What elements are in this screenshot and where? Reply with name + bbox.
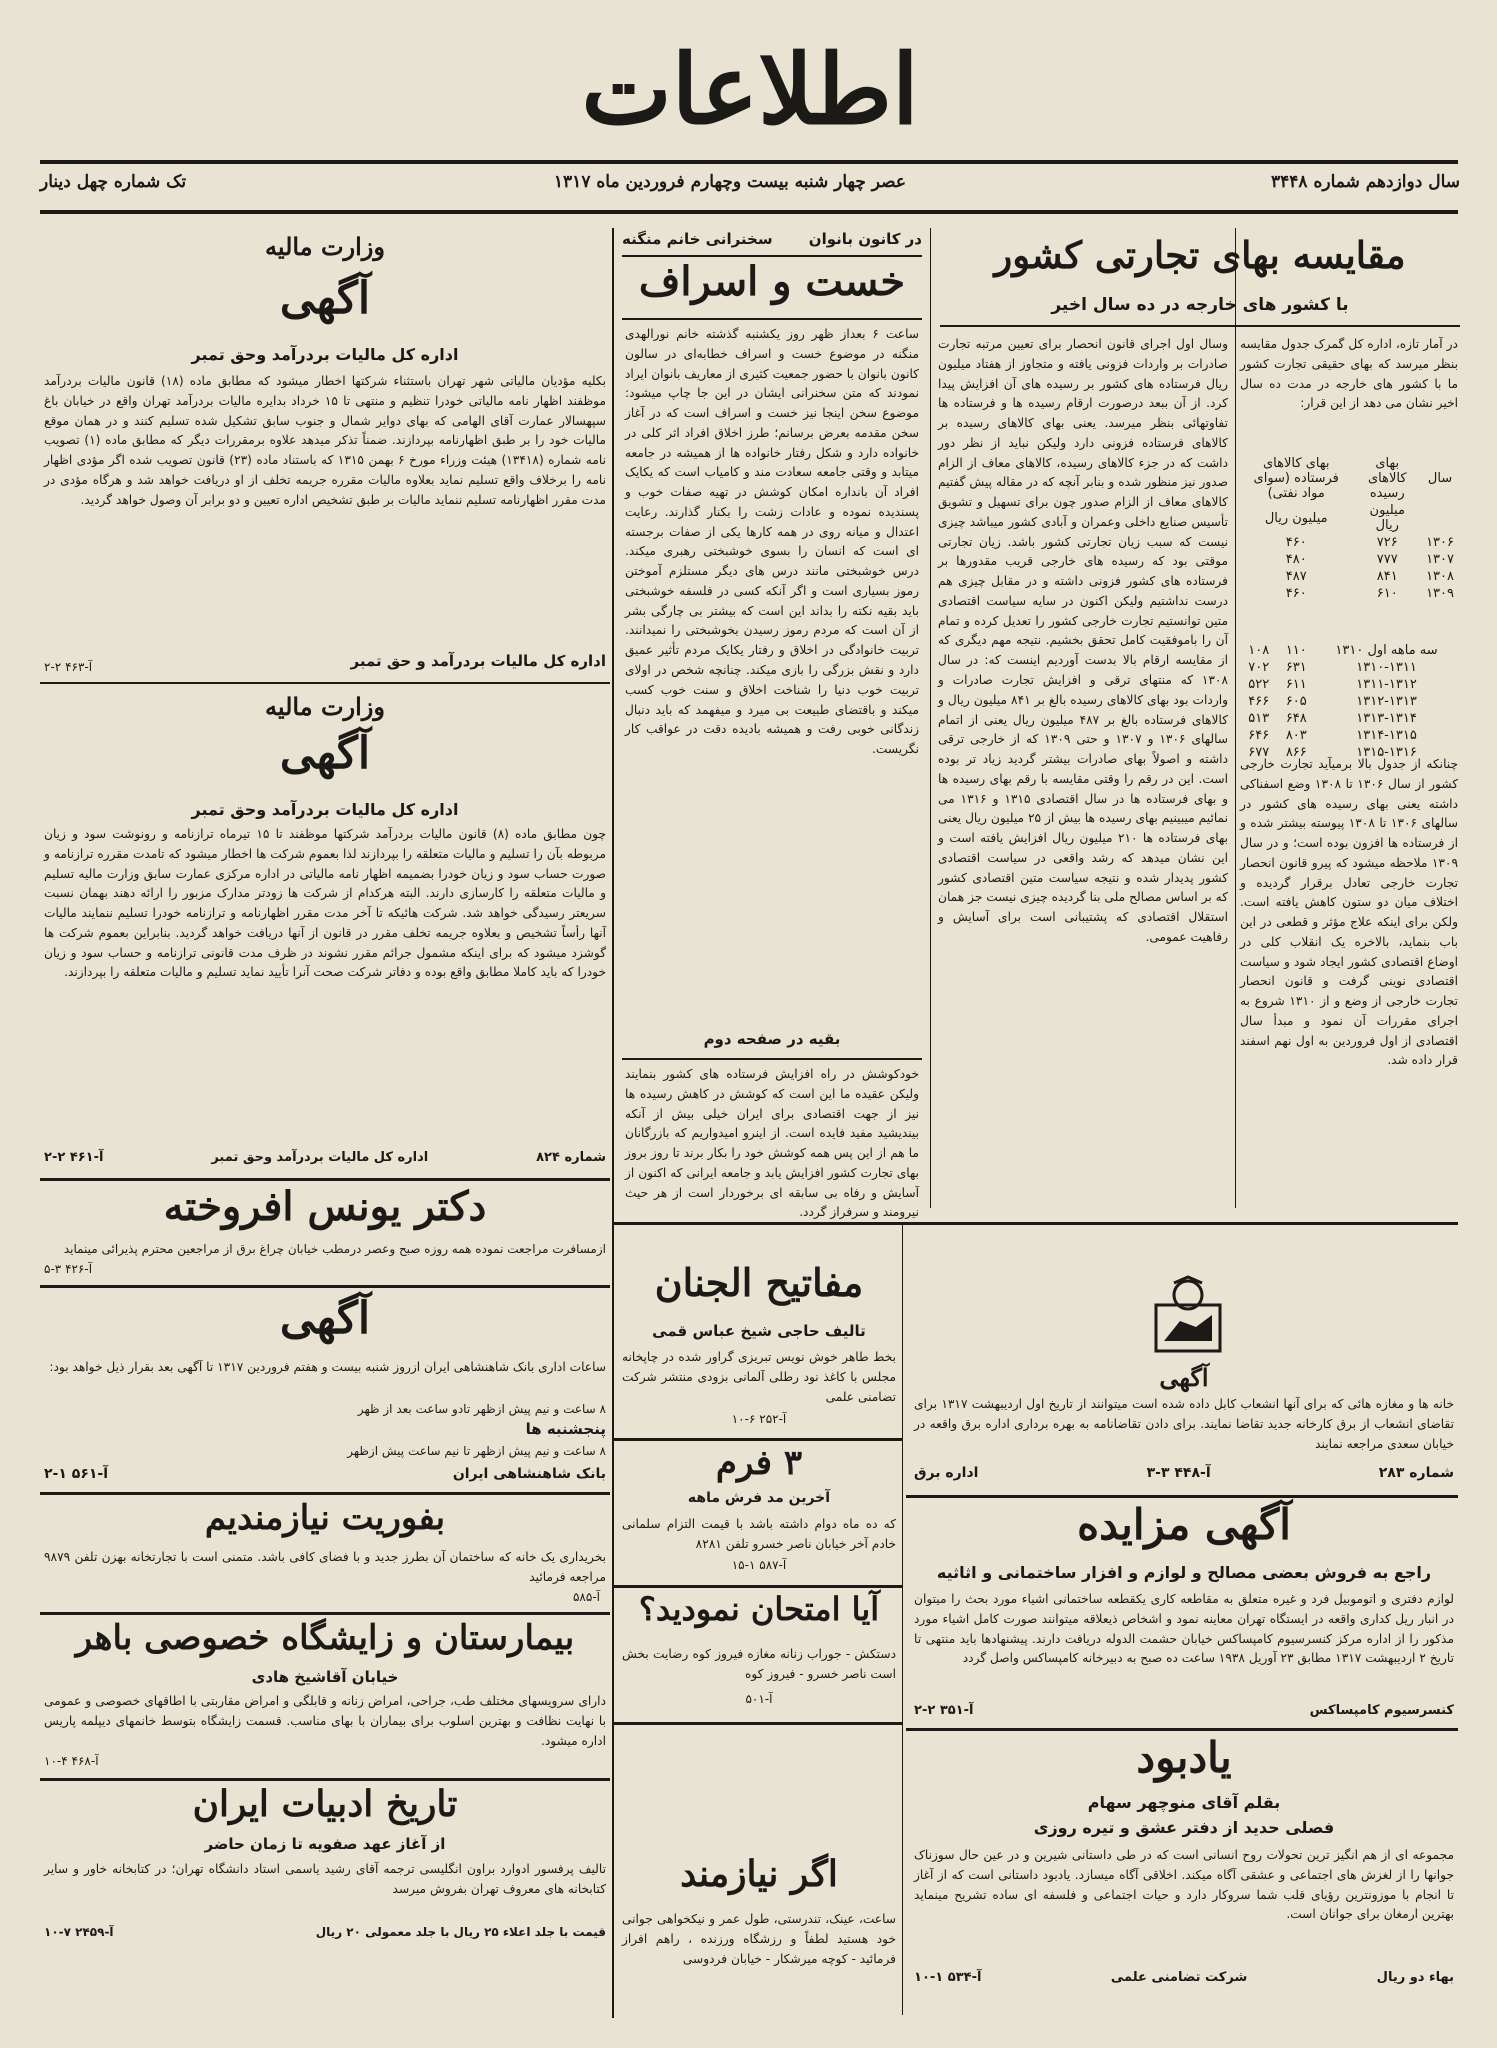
bank-hours: ۸ ساعت و نیم پیش ازظهر تادو ساعت بعد از ظهر <box>357 1402 606 1416</box>
table-unit-row <box>1240 502 1458 534</box>
doctor-body: ازمسافرت مراجعت نموده همه روزه صبح وعصر درمطب خیابان چراغ برق از مراجعین محترم پذیرائی مینماید <box>63 1242 606 1256</box>
memoir-body: مجموعه ای از هم انگیز ترین تحولات روح انسانی است که در طی داستانی شیرین و در عین حال سوزناک جوانها را از لغزش های اجتماعی و عشقی آگاه میکند. اخلاقی آگاه میسازد. یادبود داستانی است که از آغاز تا انجام با موزونترین رؤیای قلب شما سروکار دارد و حیات اجتماعی و فلسفه ای ساده تشریح مینماید بهترین ارمغان برای جوانان است. <box>914 1848 1454 1922</box>
ad-divider <box>40 1285 610 1288</box>
table-cell: سه ماهه اول ۱۳۱۰ <box>1335 643 1438 658</box>
table-cell: ۱۳۰۸ <box>1426 569 1454 584</box>
table-cell: ۶۳۱ <box>1285 660 1307 675</box>
ad-divider <box>906 1728 1458 1731</box>
table-row <box>1240 642 1458 659</box>
lion-and-sun-emblem-icon <box>1150 1275 1226 1357</box>
women-rule <box>622 1058 922 1060</box>
ad-divider <box>614 1438 902 1441</box>
table-cell: ۸۰۳ <box>1285 728 1307 743</box>
ad-divider <box>614 1722 902 1725</box>
table-cell: ۱۰۸ <box>1248 643 1270 658</box>
table-cell: ۶۱۱ <box>1285 677 1307 692</box>
column-divider <box>902 1225 903 2015</box>
section-rule <box>614 1222 1458 1225</box>
needy-title: اگر نیازمند <box>680 1853 838 1895</box>
trade-headline: مقایسه بهای تجارتی کشور <box>994 233 1406 277</box>
table-cell: ۴۸۷ <box>1285 569 1307 584</box>
table-cell: ۴۶۰ <box>1285 535 1307 550</box>
finance1-subtitle: اداره کل مالیات بردرآمد وحق تمبر <box>191 345 459 364</box>
literature-body: تالیف پرفسور ادوارد براون انگلیسی ترجمه آقای رشید یاسمی استاد دانشگاه تهران؛ در کتابخانه خاور و سایر کتابخانه های معروف تهران بفروش میرسد <box>44 1862 606 1896</box>
newspaper-masthead: اطلاعات <box>581 33 919 146</box>
table-cell <box>1422 502 1458 534</box>
table-cell: ۴۶۰ <box>1285 586 1307 601</box>
ad-divider <box>40 1492 610 1495</box>
table-cell: میلیون ریال <box>1264 510 1328 526</box>
electric-ref-a: شماره ۲۸۳ <box>1378 1465 1454 1481</box>
bank-thursdays: پنجشنبه ها <box>525 1420 606 1438</box>
table-cell: ۶۱۰ <box>1376 586 1398 601</box>
ad-divider <box>614 1585 902 1588</box>
bank-body: ساعات اداری بانک شاهنشاهی ایران ازروز شنبه بیست و هفتم فروردین ۱۳۱۷ تا آگهی بعد بقرار ذیل خواهد بود: <box>49 1360 606 1374</box>
column-divider <box>930 228 931 1208</box>
table-cell: میلیون ریال <box>1369 503 1405 533</box>
exam-title: آیا امتحان نمودید؟ <box>638 1590 880 1628</box>
table-row <box>1240 551 1458 568</box>
dateline-rule <box>40 210 1458 214</box>
finance2-body: چون مطابق ماده (۸) قانون مالیات بردرآمد شرکتها موظفند تا ۱۵ تیرماه ترازنامه و رونوشت سود و زیان مربوطه بآن را تسلیم و مالیات متعلقه را بپردازند لذا بعموم شرکت ها اخطار میشود که تامدت مقرره ترازنامه و صورت حساب سود و زیان خودرا بضمیمه اظهار نامه مالیاتی در اداره مرکزی عمارت سابق وزارت مالیه تسلیم و مالیات متعلقه را کارسازی دارند. البته هرکدام از شرکت ها زودتر مدارک مزبور را ارائه دهند بهمان نسبت سریعتر رسیدگی خواهد شد. شرکت هائیکه تا آخر مدت مقرر اظهارنامه و ترازنامه خودرا تسلیم ننمایند مالیات آنها رأساً تشخیص و بعلاوه جریمه تخلف مقرر در قانون از آنها دریافت خواهد گردید. بنابراین بعموم شرکت ها گوشزد میشود که برای اینکه مشمول جرائم مقرر نشوند در ظرف مدت قانونی ترازنامه و حساب سود و زیان خودرا که باید کاملا مطابق واقع بوده و دفاتر شرکت صحت آنرا تأیید نماید تسلیم و مالیات متعلقه را بپردازند. <box>44 827 606 980</box>
table-cell: ۵۱۳ <box>1248 711 1270 726</box>
auction-signature: کنسرسیوم کامپساکس <box>1309 1703 1454 1718</box>
literature-footer-row <box>44 1925 606 1939</box>
table-cell: ۱۳۰۷ <box>1426 552 1454 567</box>
finance1-ref: آ-۴۶۳ ۲-۲ <box>44 660 93 674</box>
carpet-title: ۳ فرم <box>715 1443 803 1483</box>
literature-subtitle: از آغاز عهد صفویه تا زمان حاضر <box>204 1835 446 1853</box>
trade-intro: در آمار تازه، اداره کل گمرک جدول مقایسه بنظر میرسد که بهای حقیقی تجارت کشور ما با کشور های خارجه در مدت ده سال اخیر نشان می دهد از این قرار: <box>1240 337 1458 411</box>
bank-footer-row <box>44 1466 606 1482</box>
auction-subtitle: راجع به فروش بعضی مصالح و لوازم و افزار ساختمانی و اثاثیه <box>936 1563 1432 1582</box>
table-cell: ۴۸۰ <box>1285 552 1307 567</box>
urgent-ref: آ-۵۸۵ <box>572 1590 600 1604</box>
finance2-ministry: وزارت مالیه <box>265 692 385 721</box>
trade-body-left: وسال اول اجرای قانون انحصار برای تعیین مرتبه تجارت صادرات بر واردات فزونی یافته و متجاوز از هفتاد میلیون ریال فرستاده های کشور بر رسیده های آن افزایش پیدا کرد. از آن ببعد درصورت ارقام رسیده ها و فرستاده ها تفاوتهائی بنظر میرسد. یعنی بهای کالاهای رسیده بر کالاهای فرستاده فزونی دارد ولیکن نباید از نظر دور داشت که در جزء کالاهای رسیده، کالاهای معاف از الزام صدور نیز منظور شده و بنابر آنچه که در مقاله پیش گفتیم کالاهای معاف از الزام صدور چون برای تسهیل و تشویق تأسیس صنایع داخلی وعمران و آبادی کشور میباشد چیزی نیست که سبب زیان تجارتی کشور باشد. زیان تجارتی موقتی بود که رسیده های خارجی قریب مقدورها بر فرستاده های کشور فزونی داشته و در مقابل چیزی هم درست نداشتیم ولیکن اکنون در سایه سیاست اقتصادی متین توانستیم تجارت خارجی کشور را تعدیل کرده و تمام آن را باموفقیت کامل تحقق بخشیم. نتیجه مهم دیگری که از مقایسه ارقام بالا بدست آوردیم اینست که: در سال ۱۳۰۸ که منتهای ترقی و افزایش تجارت صادرات و واردات بود بهای کالاهای رسیده بالغ بر ۸۴۱ میلیون ریال و کالاهای فرستاده بالغ بر ۴۸۷ میلیون ریال یعنی از اتمام سالهای ۱۳۰۶ و ۱۳۰۷ و حتی ۱۳۰۹ که از خارجی ترقی داشته و اصولاً بهای صادرات بیشتر گردید زیاد تر بوده است. این در رقم را وقتی مقایسه با رقم بهای رسیده ها و بهای فرستاده ها در سال اقتصادی ۱۳۱۵ و ۱۳۱۶ می نمائیم میبینیم بهای رسیده ها بیش از ۲۵ میلیون ریال یعنی بهای فرستاده ها ۲۱۰ میلیون ریال افزایش یافته است و این نشان میدهد که رشد واقعی در سیاست اقتصادی کشور پدیدار شده و نتیجه سیاست متین اقتصادی کشور که بر اساس مصالح ملی بنا گردیده چیزی نیست جز همان استقلال اقتصادی که پشتیبانی است برای آسایش و رفاهیت عمومی. <box>938 337 1229 944</box>
carpet-body: که ده ماه دوام داشته باشد با قیمت التزام سلمانی خادم آخر خیابان ناصر خسرو تلفن ۸۲۸۱ <box>622 1517 896 1551</box>
women-kicker-b: سخنرانی خانم منگنه <box>622 230 773 248</box>
women-kicker <box>622 230 922 248</box>
exam-ref: آ-۵۰۱ <box>745 1692 773 1706</box>
memoir-signature: شرکت تضامنی علمی <box>1110 1970 1248 1985</box>
table-header-cell: بهای کالاهای رسیده <box>1367 456 1407 501</box>
auction-title: آگهی مزایده <box>1077 1500 1291 1549</box>
women-rule <box>622 318 922 320</box>
table-cell: ۶۴۸ <box>1285 711 1307 726</box>
ad-divider <box>40 1612 610 1615</box>
finance2-ref-b: آ-۴۶۱ ۲-۲ <box>44 1150 104 1165</box>
table-row <box>1240 534 1458 551</box>
table-row <box>1240 710 1458 727</box>
finance1-ministry: وزارت مالیه <box>265 232 385 261</box>
women-body-2: خودکوشش در راه افزایش فرستاده های کشور بنمایند ولیکن عقیده ما این است که کوشش در کاهش رسیده ها نیز از جهت اقتصادی برای ایران خیلی بیش از آنکه بیندیشید مفید فایده است. از اینرو امیدواریم که بازرگانان ما هم از این پس همه کوشش خود را بکار برند تا روز بروز بهای تجارت کشور افزایش یابد و جامعه ایرانی که اکنون از آسایش و رفاه بی سابقه ای برخوردار است از هر حیث نیرومند و سرفراز گردد. <box>625 1067 919 1220</box>
mafatih-body: بخط طاهر خوش نویس تبریزی گراور شده در چاپخانه مجلس با کاغذ نود رطلی آلمانی بزودی منتشر شرکت تضامنی علمی <box>622 1350 896 1404</box>
table-cell: ۶۴۶ <box>1248 728 1270 743</box>
table-cell: ۸۴۱ <box>1376 569 1398 584</box>
finance1-footer: اداره کل مالیات بردرآمد و حق تمبر <box>350 652 606 670</box>
finance2-footer-row <box>44 1150 606 1165</box>
table-row <box>1240 727 1458 744</box>
table-header-cell: سال <box>1427 471 1453 486</box>
issue-number: سال دوازدهم شماره ۳۴۴۸ <box>1271 172 1460 192</box>
auction-ref: آ-۳۵۱ ۲-۲ <box>914 1703 974 1718</box>
table-cell: ۱۳۱۴-۱۳۱۵ <box>1356 728 1417 743</box>
table-cell: ۵۲۲ <box>1248 677 1270 692</box>
memoir-author: بقلم آقای منوچهر سهام <box>1087 1793 1281 1812</box>
column-divider <box>1235 228 1236 1208</box>
bank-hours-thursday: ۸ ساعت و نیم پیش ازظهر تا نیم ساعت پیش ازظهر <box>347 1444 606 1458</box>
continued-note: بقیه در صفحه دوم <box>703 1030 841 1048</box>
ad-divider <box>906 1495 1458 1498</box>
table-row <box>1240 693 1458 710</box>
trade-table <box>1240 455 1458 761</box>
table-cell: ۱۳۱۲-۱۳۱۳ <box>1356 694 1417 709</box>
needy-body: ساعت، عینک، تندرستی، طول عمر و نیکخواهی جوانی خود هستید لطفاً و رزشگاه ورزنده ، راهم افراز فرمائید - کوچه میرشکار - خیابان فردوسی <box>622 1912 896 1966</box>
mafatih-author: تالیف حاجی شیخ عباس قمی <box>652 1322 866 1340</box>
table-cell: ۶۷۷ <box>1248 745 1270 760</box>
table-cell: ۶۰۵ <box>1285 694 1307 709</box>
women-body: ساعت ۶ بعداز ظهر روز یکشنبه گذشته خانم نورالهدی منگنه در موضوع خست و اسراف خطابه‌ای در سالون کانون بانوان با حضور جمعیت کثیری از معاریف بانوان ایراد نمودند که متن سخنرانی ایشان در این جا چاپ میشود: موضوع سخن اینجا نیز خست و اسراف است که در آغاز سخن مقدمه بعرض برسانم؛ طرز اخلاق افراد اثر کلی در خانواده دارد و شکل رفتار خانواده ها از همیشه در جامعه میتابد و وقتی جامعه سعادت مند و کامیاب است که یکایک افراد آن بانداره امکان کوشش در تهیه صفات خوب و پسندیده نموده و عادات زشت را بکنار گذارند. رعایت اعتدال و میانه روی در همه کارها یکی از صفات برجسته ای است که انسان را بسوی خوشبختی رهبری میکند. درس خوشبختی مانند درس های دیگر مستلزم آموختن رموز بسیاری است و اگر آنکه کسی در فلسفه خوشبختی باید بقیه نکته را بداند این است که بیشتر بی چارگی بشر از آن است که مردم رموز رسیدن بخوشبختی را نمیدانند. تربیت خانوادگی در اخلاق و رفتار یکایک مردم تأثیر عمیق دارد و نقش بزرگی را بازی میکند. چنانچه شخص در اولای تربیت خوب دنیا را شناخت اخلاق و سنت خوب کسب میکند و باقتضای طبیعت بی میرد و میفهمد که باید دنبال زندگانی خوبی رفت و همیشه بادیده دقت در عواقب کار نگریست. <box>625 327 919 757</box>
women-kicker-a: در کانون بانوان <box>808 230 922 248</box>
table-cell: ۷۷۷ <box>1376 552 1398 567</box>
doctor-title: دکتر یونس افروخته <box>163 1183 487 1230</box>
mafatih-ref: آ-۲۵۲ ۶-۱۰ <box>731 1412 787 1426</box>
table-row <box>1240 676 1458 693</box>
table-cell: ۱۳۱۵-۱۳۱۶ <box>1356 745 1417 760</box>
hospital-body: دارای سرویسهای مختلف طب، جراحی، امراض زنانه و قابلگی و امراض مقاربتی با اطاقهای خصوصی و عمومی با نهایت نظافت و بهترین اسلوب برای بیماران با بهای مناسب. قسمت زایشگاه بتوسط خانمهای دیپلمه پاریس اداره میشود. <box>44 1694 606 1748</box>
memoir-footer-row <box>914 1970 1454 1985</box>
table-row <box>1240 585 1458 602</box>
table-cell: ۷۲۶ <box>1376 535 1398 550</box>
table-cell: ۱۱۰ <box>1285 643 1307 658</box>
literature-title: تاریخ ادبیات ایران <box>192 1783 458 1825</box>
electric-signature: اداره برق <box>914 1465 979 1481</box>
table-cell: ۸۶۶ <box>1285 745 1307 760</box>
carpet-subtitle: آخرین مد فرش ماهه <box>687 1490 831 1506</box>
women-rule <box>622 255 922 257</box>
table-cell: ۱۳۰۶ <box>1426 535 1454 550</box>
ad-divider <box>40 1178 610 1181</box>
ad-divider <box>40 682 610 684</box>
finance2-subtitle: اداره کل مالیات بردرآمد وحق تمبر <box>191 800 459 819</box>
memoir-ref: آ-۵۳۴ ۱-۱۰ <box>914 1970 982 1985</box>
exam-body: دستکش - جوراب زنانه مغازه فیروز کوه رضایت بخش است ناصر خسرو - فیروز کوه <box>622 1647 896 1681</box>
bank-signature: بانک شاهنشاهی ایران <box>452 1466 606 1482</box>
urgent-body: بخریداری یک خانه که ساختمان آن بطرز جدید و با فضای کافی باشد. متمنی است با تجارتخانه بهزن تلفن ۹۸۷۹ مراجعه فرمائید <box>44 1550 606 1584</box>
finance2-title: آگهی <box>279 728 371 779</box>
carpet-ref: آ-۵۸۷ ۱-۱۵ <box>731 1558 787 1572</box>
finance2-footer: اداره کل مالیات بردرآمد وحق تمبر <box>211 1150 429 1165</box>
electric-footer-row <box>914 1465 1454 1481</box>
bank-title: آگهی <box>279 1293 371 1344</box>
memoir-title: یادبود <box>1136 1733 1232 1782</box>
electric-title: آگهی <box>1159 1363 1209 1392</box>
table-row <box>1240 659 1458 676</box>
electric-ref-b: آ-۴۴۸ ۳-۳ <box>1146 1465 1211 1481</box>
table-cell: ۴۶۶ <box>1248 694 1270 709</box>
literature-ref: آ-۲۴۵۹ ۷-۱۰ <box>44 1925 114 1939</box>
memoir-price: بهاء دو ریال <box>1376 1970 1454 1985</box>
table-cell: ۱۳۱۱-۱۳۱۲ <box>1356 677 1417 692</box>
hospital-address: خیابان آقاشیخ هادی <box>251 1668 399 1686</box>
hospital-ref: آ-۴۶۸ ۴-۱۰ <box>44 1754 99 1768</box>
table-cell: ۱۳۱۳-۱۳۱۴ <box>1356 711 1417 726</box>
auction-footer-row <box>914 1703 1454 1718</box>
women-headline: خست و اسراف <box>638 258 906 305</box>
ad-divider <box>40 1778 610 1781</box>
masthead-rule <box>40 160 1458 164</box>
table-cell: ۷۰۲ <box>1248 660 1270 675</box>
finance1-title: آگهی <box>279 273 371 324</box>
table-row <box>1240 568 1458 585</box>
electric-body: خانه ها و مغازه هائی که برای آنها انشعاب کابل داده شده است میتوانند از تاریخ اول اردیبهشت ۱۳۱۷ برای تقاضای انشعاب از برق کارخانه جدید تقاضا نمایند. برای دادن تقاضانامه به بهره برداری اداره برق واقعه در خیابان سعدی مراجعه نمایند <box>914 1397 1454 1451</box>
trade-subhead: با کشور های خارجه در ده سال اخیر <box>1051 295 1349 315</box>
urgent-title: بفوریت نیازمندیم <box>204 1498 446 1538</box>
mafatih-title: مفاتیح الجنان <box>654 1260 864 1305</box>
auction-body: لوازم دفتری و اتوموبیل فرد و غیره متعلق به مقاطعه کاری یکقطعه ساختمانی اشیاء مورد بحث را میتوان در انبار ریل کداری واقعه در ایستگاه تهران معاینه نمود و اشخاص ذیعلاقه میتوانند صورت کامل اشیاء مورد مذکور را از اداره مرکز کنسرسیوم کامپساکس خیابان حشمت الدوله دریافت دارند. پیشنهادها باید منتهی تا تاریخ ۲ اردیبهشت ۱۳۱۷ مطابق ۲۳ آوریل ۱۹۳۸ ساعت ده صبح به دبیرخانه کامپساکس واصل گردد <box>914 1592 1454 1666</box>
finance1-body: بکلیه مؤدیان مالیاتی شهر تهران باستثناء شرکتها اخطار میشود که مطابق ماده (۱۸) قانون مالیات بردرآمد موظفند اظهار نامه مالیاتی خودرا تنظیم و منتهی تا ۱۵ خرداد بدایره مالیات بردرآمد تهران واقع در خیابان باغ سپهسالار عمارت آقای الهامی که بهای دوایر شمال و جنوب سابق تشکیل شده تسلیم کنند و در همان موقع مالیات خود را بر طبق اظهارنامه بپردازند. ضمناً تذکر میدهد علاوه برمقررات دیگر که مطابق ماده (۱) تصویب نامه شماره (۱۳۴۱۸) هیئت وزراء مورخ ۶ بهمن ۱۳۱۵ که باستناد ماده (۲۳) قانون تصویب شده اگر مؤدی اظهار نامه را برخلاف واقع تسلیم نماید بعلاوه مالیات مقرره جریمه تخلف از او دریافت خواهد شد و هرگاه مؤدی در مدت مقرر اظهارنامه تسلیم ننماید مالیات بر طبق تشخیص اداره تعیین و دو برابر آن وصول خواهد گردید. <box>44 374 606 507</box>
column-divider <box>612 228 614 2018</box>
bank-ref: آ-۵۶۱ ۱-۲ <box>44 1466 109 1482</box>
literature-price: قیمت با جلد اعلاء ۲۵ ریال با جلد معمولی ۲۰ ریال <box>315 1925 606 1939</box>
trade-rule <box>940 325 1460 327</box>
trade-body-right: چنانکه از جدول بالا برمیآید تجارت خارجی کشور از سال ۱۳۰۶ تا ۱۳۰۸ وضع اسفناکی داشته یعنی بهای رسیده های کشور در سالهای ۱۳۰۶ تا ۱۳۰۸ پیوسته بیشتر شده و از فرستاده ها افزون بوده است؛ و در سال ۱۳۰۹ ملاحظه میشود که پیرو قانون انحصار تجارت خارجی تعادل برقرار گردیده و اختلاف میان دو ستون کاهش یافته است. ولکن برای اینکه علاج مؤثر و قطعی در این باب بنماید، بالاخره یک انقلاب کلی در اوضاع اقتصادی کشور ایجاد شود و سیاست اقتصادی نوینی گرفت و قانون انحصار تجارت خارجی از وضع و از ۱۳۱۰ شروع به اجرای مقررات آن نمود و مبدأ سال اقتصادی از اول فروردین به اول نهم اسفند قرار داده شد. <box>1240 757 1459 1068</box>
issue-date: عصر چهار شنبه بیست وچهارم فروردین ماه ۱۳۱۷ <box>553 172 907 192</box>
table-header-row <box>1240 455 1458 502</box>
memoir-subtitle: فصلی حدید از دفتر عشق و تیره روزی <box>1033 1818 1335 1837</box>
table-header-cell: بهای کالاهای فرستاده (سوای مواد نفتی) <box>1253 456 1339 501</box>
finance2-ref-a: شماره ۸۲۴ <box>536 1150 606 1165</box>
doctor-ref: آ-۴۲۶ ۳-۵ <box>44 1262 93 1276</box>
table-cell: ۱۳۱۰-۱۳۱۱ <box>1356 660 1417 675</box>
issue-price: تک شماره چهل دینار <box>40 172 187 192</box>
table-cell: ۱۳۰۹ <box>1426 586 1454 601</box>
hospital-title: بیمارستان و زایشگاه خصوصی باهر <box>75 1618 575 1658</box>
